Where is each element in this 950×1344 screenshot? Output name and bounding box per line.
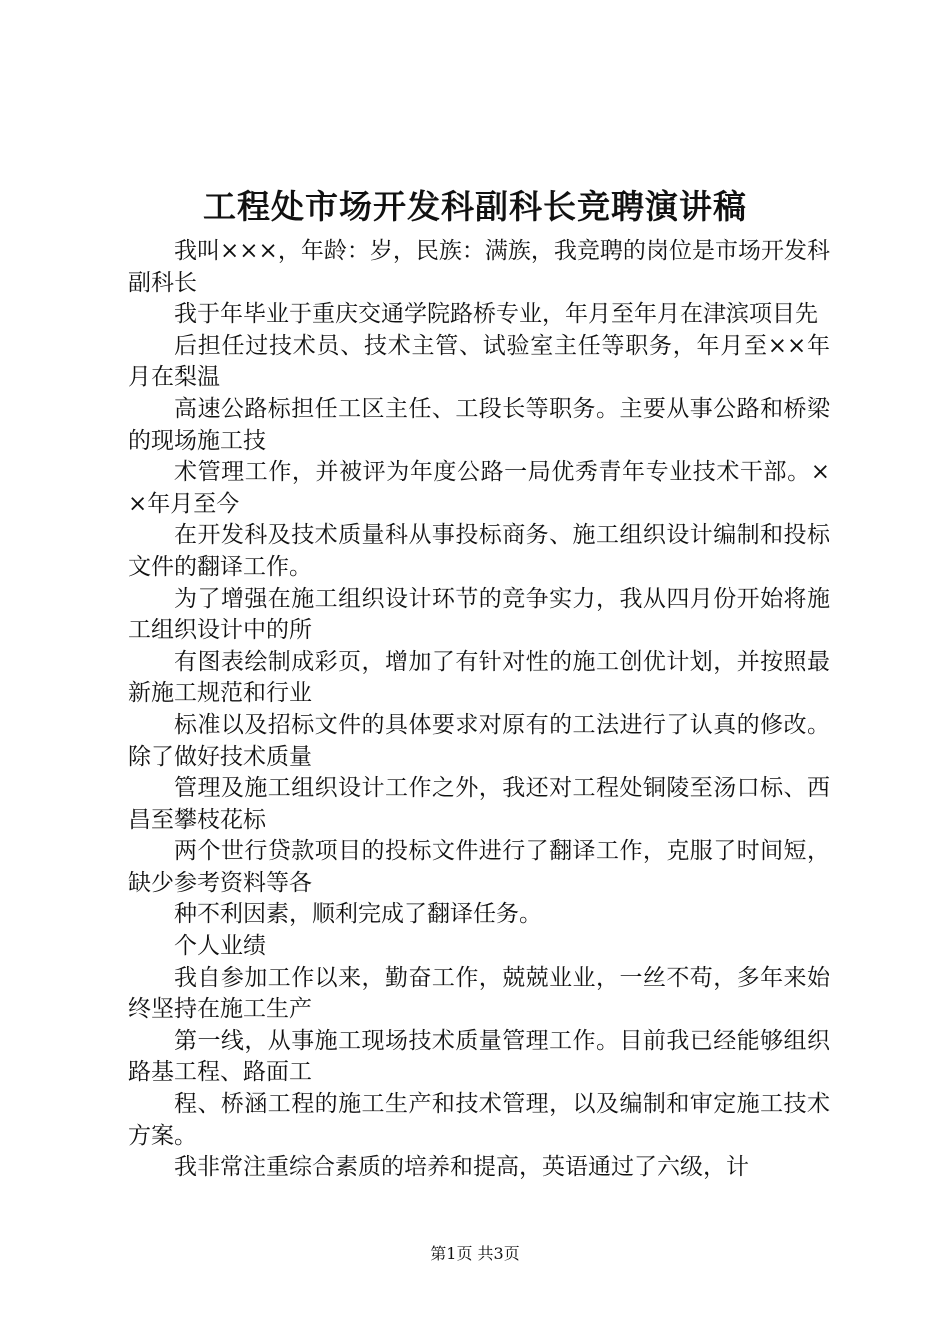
document-body bbox=[128, 236, 830, 1184]
paragraph: 在开发科及技术质量科从事投标商务、施工组织设计编制和投标文件的翻译工作。 bbox=[128, 522, 830, 580]
paragraph: 术管理工作，并被评为年度公路一局优秀青年专业技术干部。××年月至今 bbox=[128, 459, 830, 517]
paragraph: 后担任过技术员、技术主管、试验室主任等职务，年月至××年月在梨温 bbox=[128, 332, 830, 391]
paragraph: 第一线，从事施工现场技术质量管理工作。目前我已经能够组织路基工程、路面工 bbox=[128, 1027, 830, 1086]
paragraph: 我于年毕业于重庆交通学院路桥专业，年月至年月在津滨项目先 bbox=[174, 301, 818, 328]
section-heading: 个人业绩 bbox=[174, 933, 266, 960]
paragraph: 两个世行贷款项目的投标文件进行了翻译工作，克服了时间短，缺少参考资料等各 bbox=[128, 838, 830, 896]
paragraph: 高速公路标担任工区主任、工段长等职务。主要从事公路和桥梁的现场施工技 bbox=[128, 395, 830, 454]
paragraph: 我叫×××，年龄：岁，民族：满族，我竞聘的岗位是市场开发科副科长 bbox=[128, 238, 830, 296]
paragraph: 我非常注重综合素质的培养和提高，英语通过了六级，计 bbox=[174, 1154, 749, 1181]
paragraph: 管理及施工组织设计工作之外，我还对工程处铜陵至汤口标、西昌至攀枝花标 bbox=[128, 775, 830, 833]
paragraph: 为了增强在施工组织设计环节的竞争实力，我从四月份开始将施工组织设计中的所 bbox=[128, 585, 830, 644]
paragraph: 标准以及招标文件的具体要求对原有的工法进行了认真的修改。除了做好技术质量 bbox=[128, 711, 830, 770]
paragraph: 有图表绘制成彩页，增加了有针对性的施工创优计划，并按照最新施工规范和行业 bbox=[128, 648, 830, 707]
paragraph: 种不利因素，顺利完成了翻译任务。 bbox=[174, 901, 542, 928]
paragraph: 我自参加工作以来，勤奋工作，兢兢业业，一丝不苟，多年来始终坚持在施工生产 bbox=[128, 964, 830, 1023]
page-footer: 第1页 共3页 bbox=[430, 1244, 520, 1263]
paragraph: 程、桥涵工程的施工生产和技术管理，以及编制和审定施工技术方案。 bbox=[128, 1091, 830, 1149]
document-title: 工程处市场开发科副科长竞聘演讲稿 bbox=[203, 187, 747, 226]
